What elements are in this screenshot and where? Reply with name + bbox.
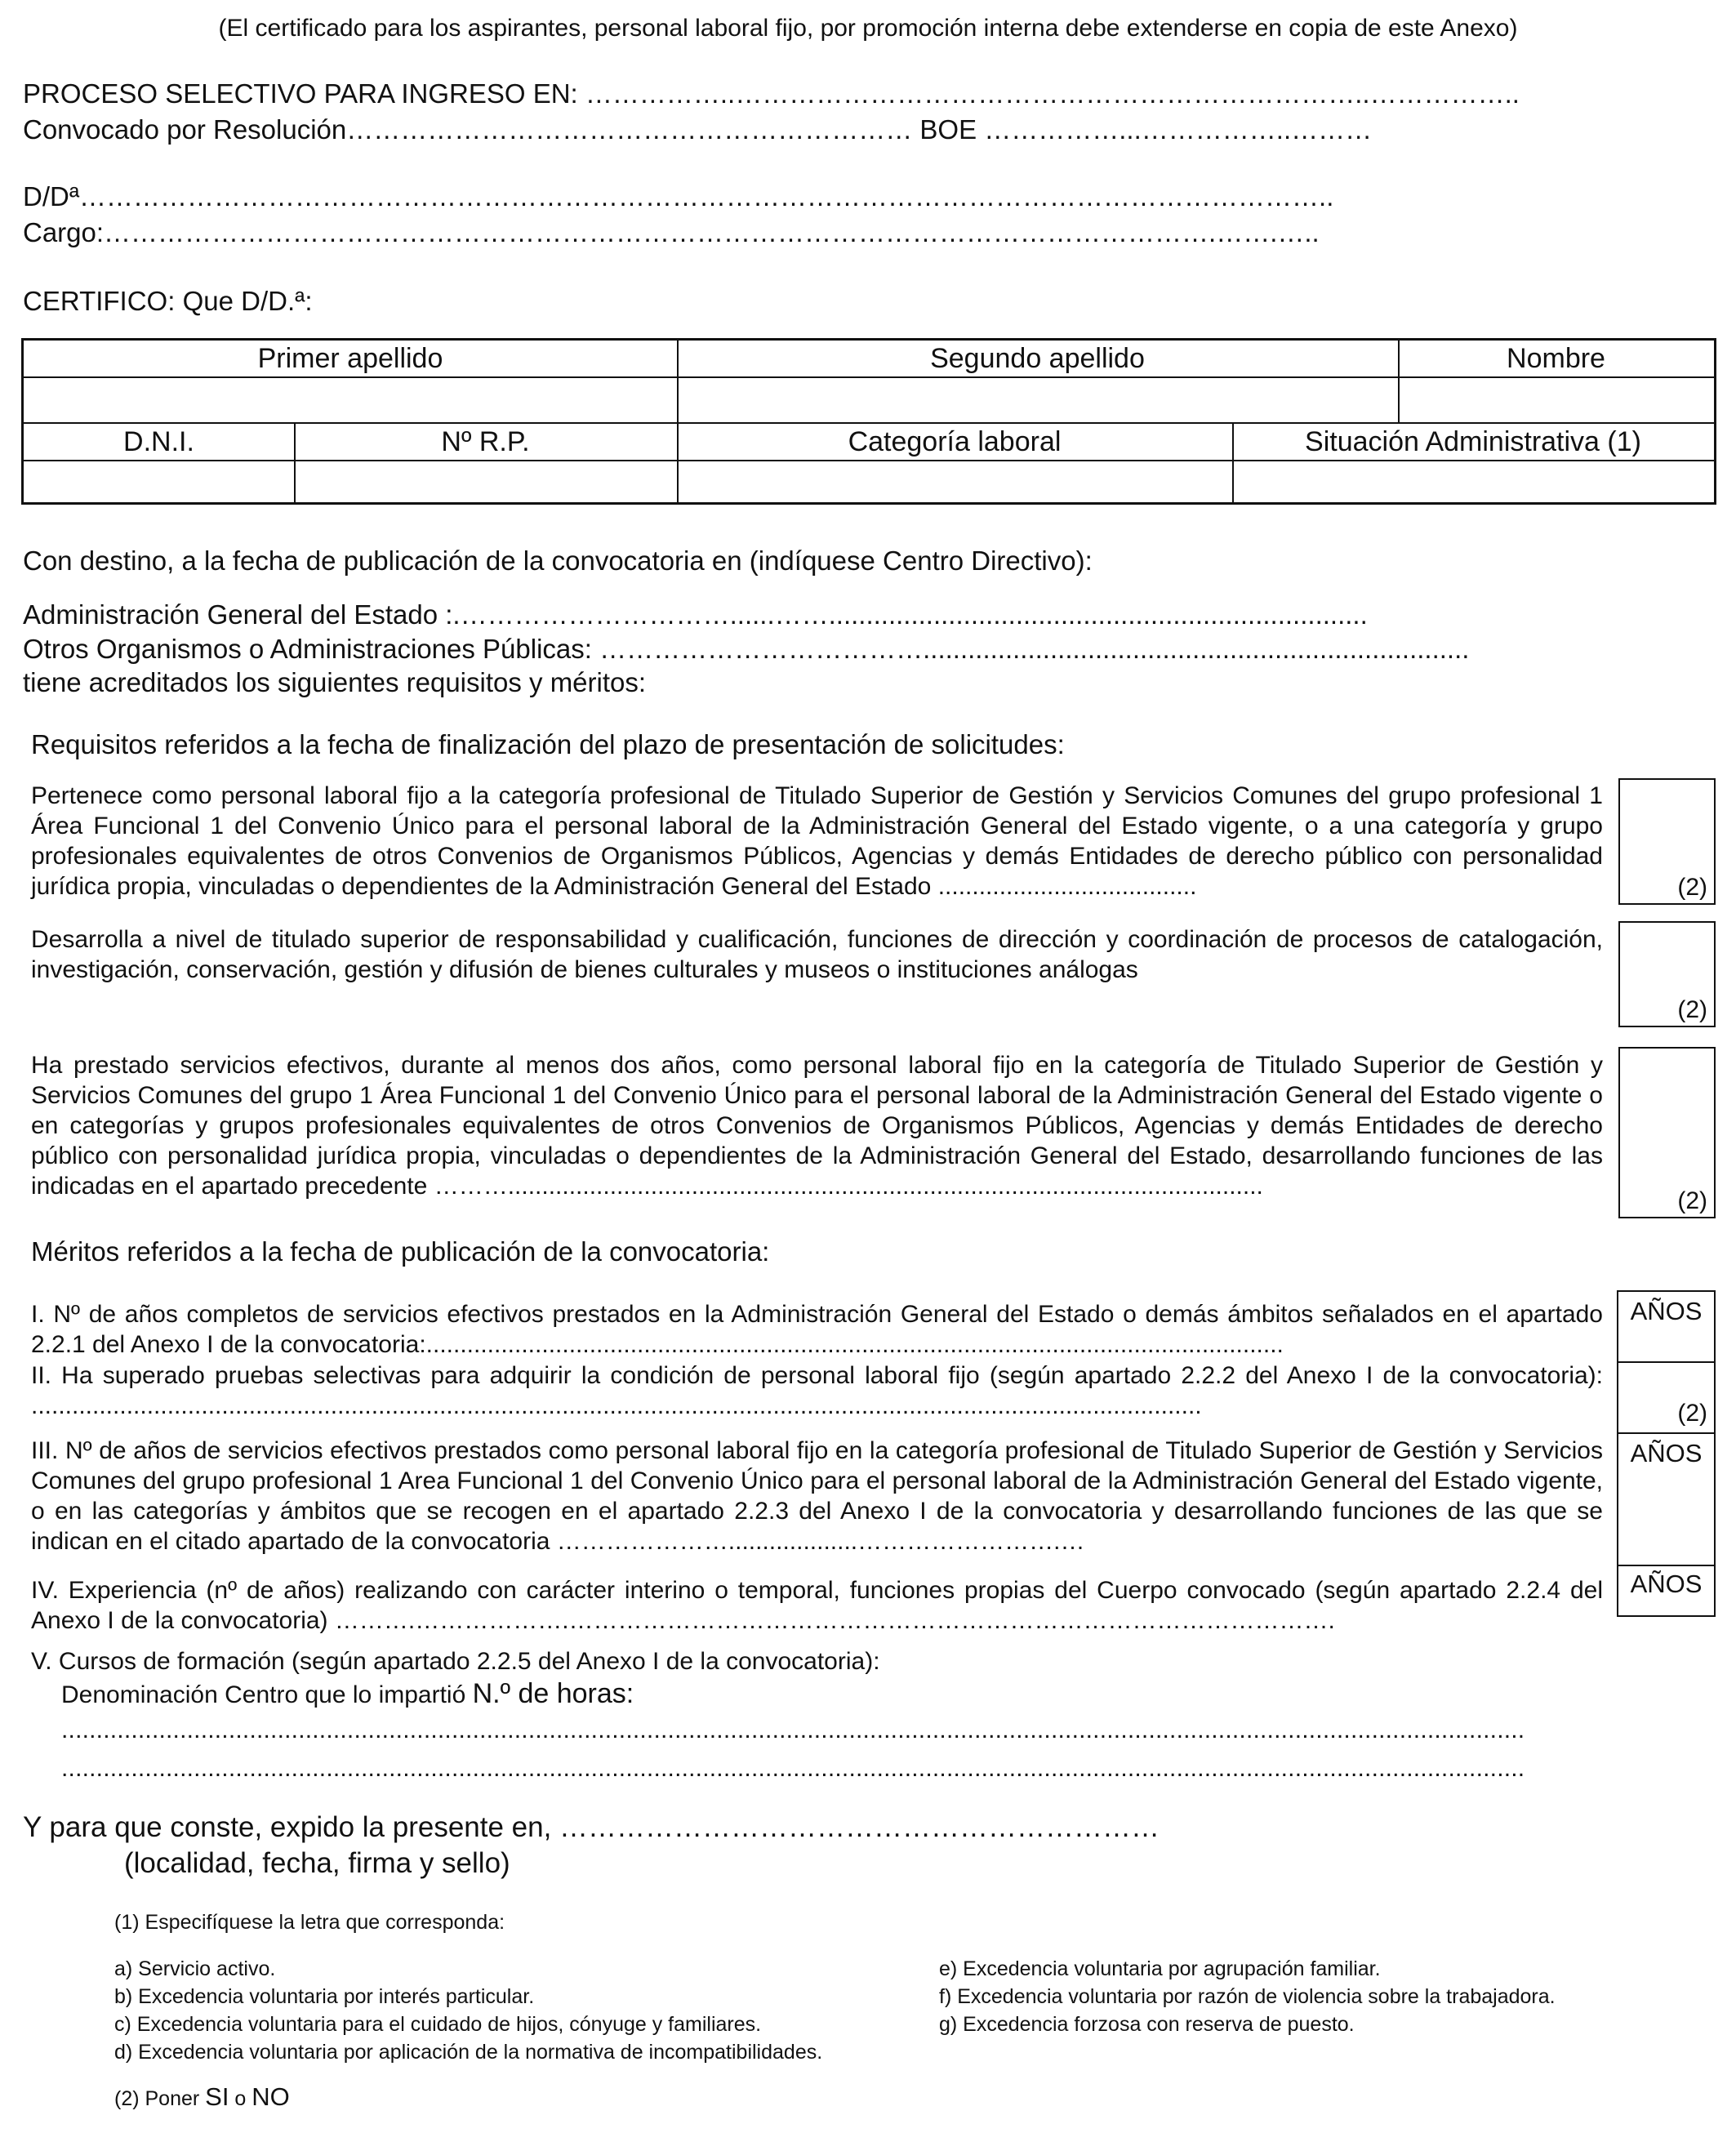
certifico-line: CERTIFICO: Que D/D.ª:: [23, 286, 313, 316]
requisitos-title: Requisitos referidos a la fecha de finalización del plazo de presentación de solicitudes:: [31, 729, 1065, 759]
meritos-title: Méritos referidos a la fecha de publicación de la convocatoria:: [31, 1236, 770, 1267]
footnote-item-e: e) Excedencia voluntaria por agrupación familiar.: [939, 1957, 1381, 1980]
merito-2-text: II. Ha superado pruebas selectivas para adquirir la condición de personal laboral fijo (según apartado 2.2.2 del Anexo I de la convocatoria): ............................................................................................................................................................................: [31, 1362, 1603, 1419]
merito-2-mark: (2): [1677, 1400, 1707, 1427]
field-nombre[interactable]: [1400, 378, 1714, 422]
field-situacion-administrativa[interactable]: [1234, 461, 1714, 502]
header-nombre: Nombre: [1507, 343, 1605, 374]
convocado-line: Convocado por Resolución……………………………………………………… BOE ……………...……………..………: [23, 114, 1373, 145]
cursos-dots-2: ..................................................................................................................................................................................................................: [61, 1755, 1525, 1782]
header-categoria-laboral: Categoría laboral: [848, 426, 1062, 457]
header-situacion-administrativa: Situación Administrativa (1): [1305, 426, 1641, 457]
personal-data-table: [21, 338, 1716, 505]
header-dni: D.N.I.: [123, 426, 194, 457]
destino-intro: Con destino, a la fecha de publicación de la convocatoria en (indíquese Centro Directivo):: [23, 545, 1093, 576]
destino-otros-line: Otros Organismos o Administraciones Públicas: ……………………………….........................................................................: [23, 634, 1470, 664]
footnote-right-list: [939, 1955, 1556, 2038]
requisito-1-box[interactable]: [1618, 778, 1716, 905]
header-nrp: Nº R.P.: [441, 426, 530, 457]
merito-4-anos: AÑOS: [1630, 1570, 1703, 1598]
footnote-2-si: SI: [205, 2082, 229, 2111]
destino-tiene-line: tiene acreditados los siguientes requisitos y méritos:: [23, 667, 647, 697]
requisito-2-mark: (2): [1677, 996, 1707, 1023]
proceso-selectivo-line: PROCESO SELECTIVO PARA INGRESO EN: ……………..……………………………………………………………..……………..: [23, 78, 1520, 109]
merito-3-anos: AÑOS: [1630, 1439, 1703, 1467]
footnote-item-d: d) Excedencia voluntaria por aplicación de la normativa de incompatibilidades.: [114, 2041, 823, 2064]
cursos-columns: [61, 1678, 634, 1710]
footnote-item-g: g) Excedencia forzosa con reserva de puesto.: [939, 2013, 1355, 2036]
merito-5-text: V. Cursos de formación (según apartado 2.2.5 del Anexo I de la convocatoria):: [31, 1648, 880, 1675]
requisito-3-text: Ha prestado servicios efectivos, durante al menos dos años, como personal laboral fijo en la categoría de Titulado Superior de Gestión y Servicios Comunes del grupo 1 Área Funcional 1 del Convenio Único para el personal laboral de la Administración General del Estado vigente o en categorías y grupos profesionales equivalentes de otros Convenios de Organismos Públicos, Agencias y demás Entidades de derecho público con personalidad jurídica propia, vinculadas o dependientes de la Administración General del Estado, desarrollando funciones de las indicadas en el apartado precedente ………...............................................................................................................: [31, 1052, 1603, 1200]
requisito-1-mark: (2): [1677, 874, 1707, 901]
footnote-2-prefix: (2) Poner: [114, 2087, 206, 2110]
requisito-3-mark: (2): [1677, 1187, 1707, 1214]
footnote-2-no: NO: [251, 2082, 290, 2111]
field-dni[interactable]: [24, 461, 294, 502]
requisito-1-text: Pertenece como personal laboral fijo a la categoría profesional de Titulado Superior de Gestión y Servicios Comunes del grupo profesional 1 Área Funcional 1 del Convenio Único para el personal laboral de la Administración General del Estado vigente, o a una categoría y grupo profesionales equivalentes de otros Convenios de Organismos Públicos, Agencias y demás Entidades de derecho público con personalidad jurídica propia, vinculadas o dependientes de la Administración General del Estado ......................................: [31, 782, 1603, 900]
field-primer-apellido[interactable]: [24, 378, 677, 422]
requisito-2-box[interactable]: [1618, 921, 1716, 1027]
merito-1-2-box[interactable]: [1617, 1290, 1716, 1434]
merito-1-anos: AÑOS: [1630, 1297, 1703, 1325]
footnote-item-f: f) Excedencia voluntaria por razón de violencia sobre la trabajadora.: [939, 1985, 1556, 2008]
requisito-3-box[interactable]: [1618, 1047, 1716, 1218]
footnote-left-list: [114, 1955, 822, 2066]
footnote-1-title: (1) Especifíquese la letra que corresponda:: [114, 1911, 505, 1934]
footnote-item-a: a) Servicio activo.: [114, 1957, 276, 1980]
field-categoria-laboral[interactable]: [679, 461, 1232, 502]
cursos-dots-1: ..................................................................................................................................................................................................................: [61, 1717, 1525, 1743]
closing-line: Y para que conste, expido la presente en, ………………………………………………………: [23, 1811, 1160, 1843]
cursos-col-horas: N.º de horas:: [472, 1678, 634, 1709]
merito-3-box[interactable]: [1617, 1432, 1716, 1566]
header-segundo-apellido: Segundo apellido: [930, 343, 1145, 374]
footnote-item-b: b) Excedencia voluntaria por interés particular.: [114, 1985, 535, 2008]
closing-sub: (localidad, fecha, firma y sello): [124, 1847, 510, 1879]
header-primer-apellido: Primer apellido: [257, 343, 443, 374]
cargo-line: Cargo:…………………………………………………………………………………………………………….…….…..: [23, 217, 1320, 247]
field-segundo-apellido[interactable]: [679, 378, 1398, 422]
merito-4-text: IV. Experiencia (nº de años) realizando con carácter interino o temporal, funciones propias del Cuerpo convocado (según apartado 2.2.4 del Anexo I de la convocatoria) ……….……………….………………………………………………………………………………….: [31, 1577, 1603, 1634]
requisito-2-text: Desarrolla a nivel de titulado superior de responsabilidad y cualificación, funciones de dirección y coordinación de procesos de catalogación, investigación, conservación, gestión y difusión de bienes culturales y museos o instituciones análogas: [31, 926, 1603, 983]
cursos-col-denominacion: Denominación Centro que lo impartió: [61, 1681, 473, 1708]
dd-line: D/Dª…………………………………………………………………………………………………………………………..: [23, 181, 1334, 212]
footnote-2-o: o: [229, 2087, 252, 2110]
destino-age-line: Administración General del Estado :.…………………………......……........................................................................: [23, 599, 1368, 630]
top-note: (El certificado para los aspirantes, personal laboral fijo, por promoción interna debe extenderse en copia de este Anexo): [218, 15, 1518, 42]
footnote-item-c: c) Excedencia voluntaria para el cuidado de hijos, cónyuge y familiares.: [114, 2013, 762, 2036]
footnote-2: [114, 2082, 290, 2112]
field-nrp[interactable]: [296, 461, 677, 502]
merito-1-text: I. Nº de años completos de servicios efectivos prestados en la Administración General del Estado o demás ámbitos señalados en el apartado 2.2.1 del Anexo I de la convocatoria:..............................................................................................................................: [31, 1301, 1603, 1358]
merito-4-box[interactable]: [1617, 1566, 1716, 1617]
merito-3-text: III. Nº de años de servicios efectivos prestados como personal laboral fijo en la categoría profesional de Titulado Superior de Gestión y Servicios Comunes del grupo profesional 1 Area Funcional 1 del Convenio Único para el personal laboral de la Administración General del Estado vigente, o en las categorías y ámbitos que se recogen en el apartado 2.2.3 del Anexo I de la convocatoria y desarrollando funciones de las que se indican en el citado apartado de la convocatoria …………………...................…………………….…: [31, 1437, 1603, 1555]
